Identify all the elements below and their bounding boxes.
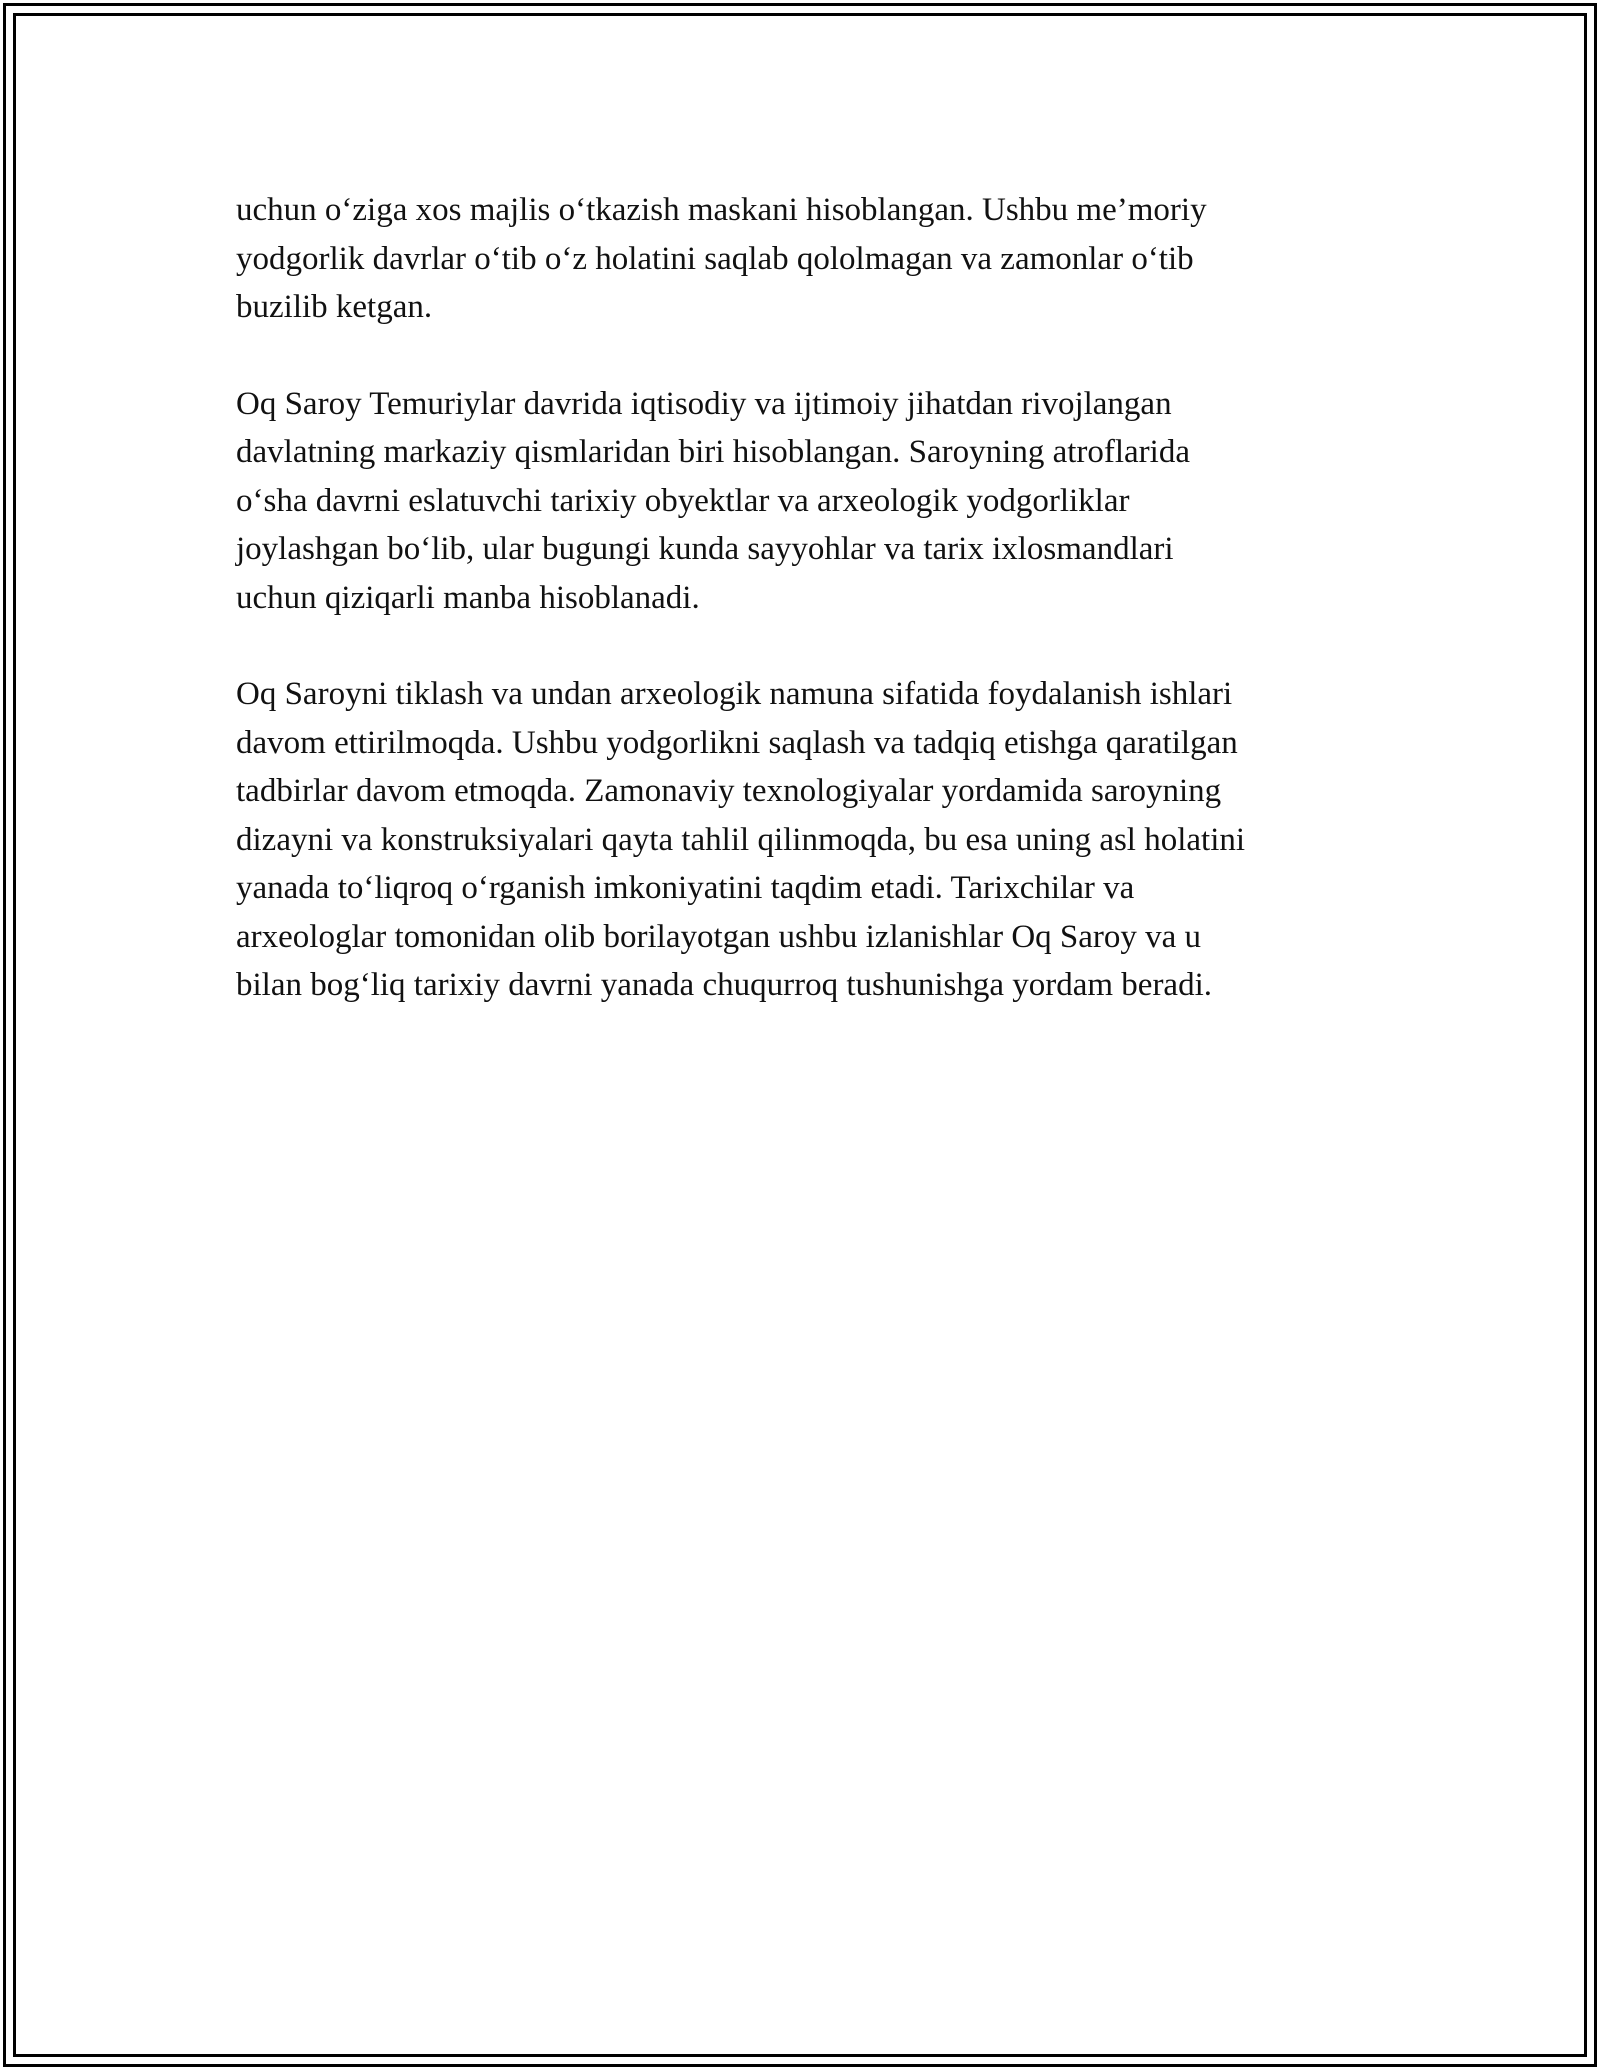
document-body	[236, 186, 1376, 1058]
paragraph-2: Oq Saroy Temuriylar davrida iqtisodiy va ijtimoiy jihatdan rivojlangan davlatning markaziy qismlaridan biri hisoblangan. Saroyning atroflarida o‘sha davrni eslatuvchi tarixiy obyektlar va arxeologik yodgorliklar joylashgan bo‘lib, ular bugungi kunda sayyohlar va tarix ixlosmandlari uchun qiziqarli manba hisoblanadi.	[236, 385, 1190, 616]
paragraph-1: uchun o‘ziga xos majlis o‘tkazish maskani hisoblangan. Ushbu me’moriy yodgorlik davrlar o‘tib o‘z holatini saqlab qololmagan va zamonlar o‘tib buzilib ketgan.	[236, 192, 1207, 325]
paragraph-3: Oq Saroyni tiklash va undan arxeologik namuna sifatida foydalanish ishlari davom ettirilmoqda. Ushbu yodgorlikni saqlash va tadqiq etishga qaratilgan tadbirlar davom etmoqda. Zamonaviy texnologiyalar yordamida saroyning dizayni va konstruksiyalari qayta tahlil qilinmoqda, bu esa uning asl holatini yanada to‘liqroq o‘rganish imkoniyatini taqdim etadi. Tarixchilar va arxeologlar tomonidan olib borilayotgan ushbu izlanishlar Oq Saroy va u bilan bog‘liq tarixiy davrni yanada chuqurroq tushunishga yordam beradi.	[236, 676, 1246, 1003]
